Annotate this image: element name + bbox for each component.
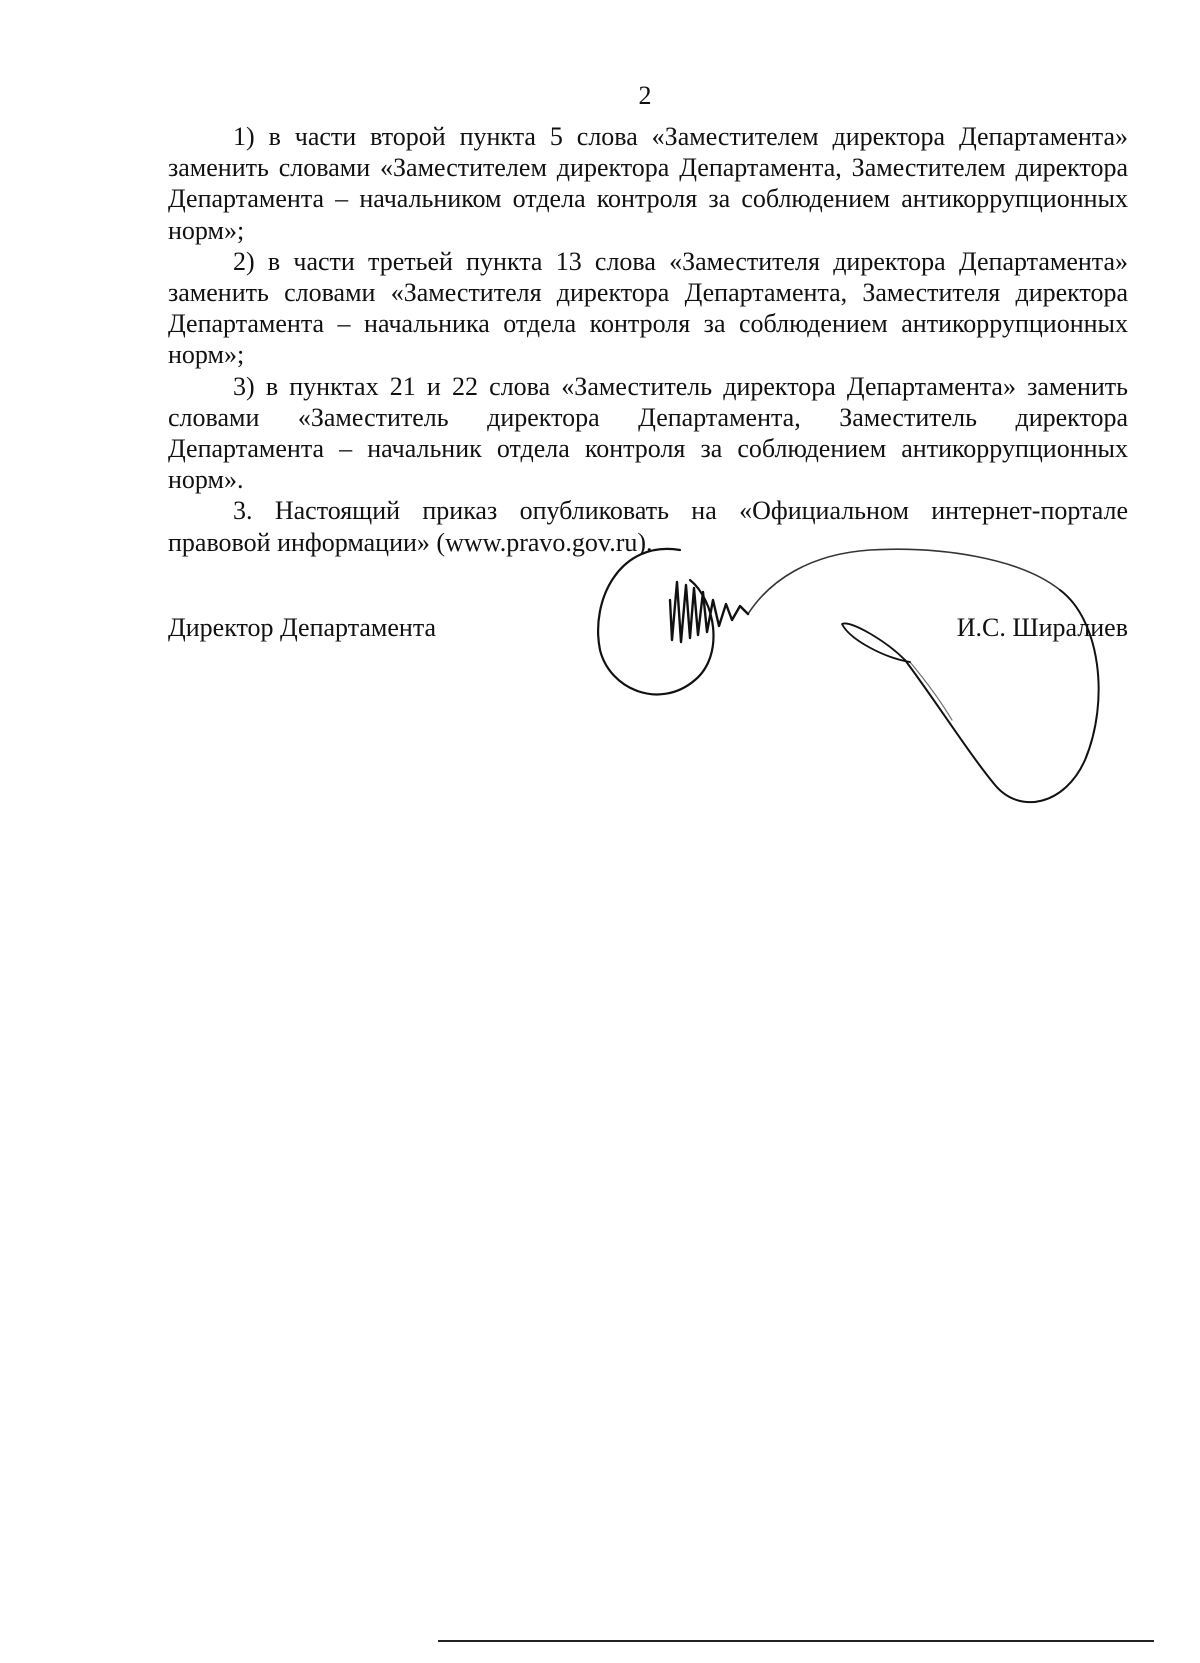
document-body xyxy=(168,121,1128,558)
paragraph-item-2: 2) в части третьей пункта 13 слова «Заместителя директора Департамента» заменить словами «Заместителя директора Департамента, Заместителя директора Департамента – начальника отдела контроля за соблюдением антикоррупционных норм»; xyxy=(168,246,1128,370)
signer-name: И.С. Ширалиев xyxy=(956,613,1128,642)
signer-title: Директор Департамента xyxy=(168,613,437,642)
paragraph-publication: 3. Настоящий приказ опубликовать на «Официальном интернет-портале правовой информации» (www.pravo.gov.ru). xyxy=(168,496,1128,557)
page-number: 2 xyxy=(638,81,652,110)
footer-rule xyxy=(438,1640,1154,1642)
paragraph-item-1: 1) в части второй пункта 5 слова «Заместителем директора Департамента» заменить словами «Заместителем директора Департамента, Заместителем директора Департамента – начальником отдела контроля за соблюдением антикоррупционных норм»; xyxy=(168,122,1128,245)
handwritten-signature xyxy=(580,540,1140,860)
paragraph-item-3: 3) в пунктах 21 и 22 слова «Заместитель директора Департамента» заменить словами «Заместитель директора Департамента, Заместитель директора Департамента – начальник отдела контроля за соблюдением антикоррупционных норм». xyxy=(168,371,1128,495)
